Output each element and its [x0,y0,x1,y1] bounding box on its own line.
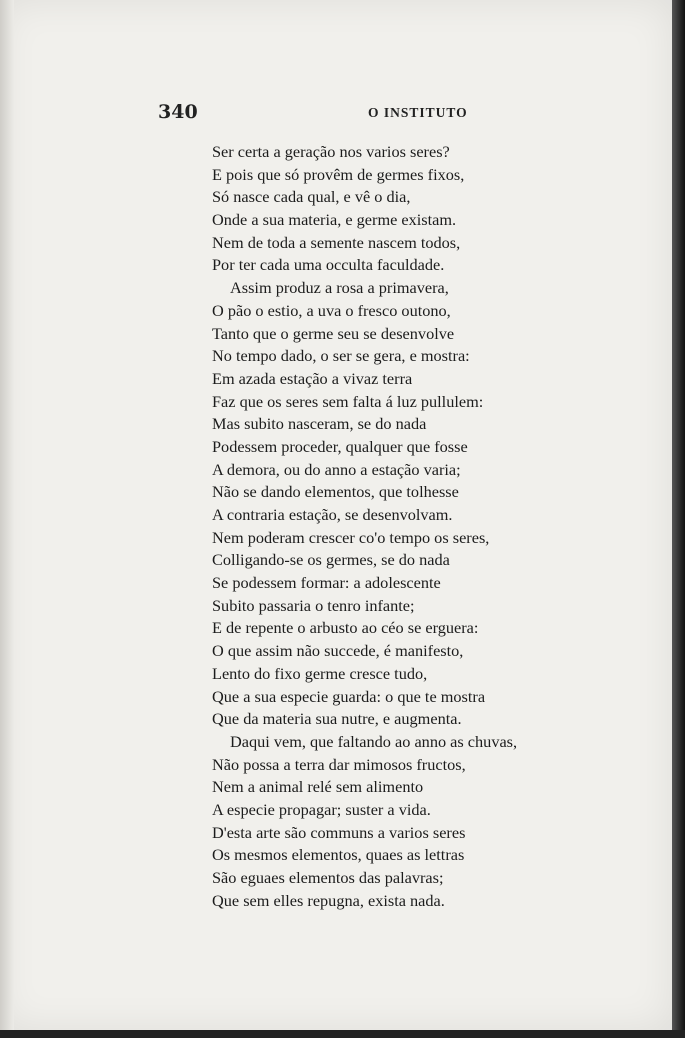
verse-line: Colligando-se os germes, se do nada [212,550,450,570]
verse-line: Nem a animal relé sem alimento [212,777,424,797]
verse-line: Os mesmos elementos, quaes as lettras [212,845,465,865]
verse-line: Faz que os seres sem falta á luz pullulem: [212,391,484,411]
verse-line: O pão o estio, a uva o fresco outono, [212,300,451,320]
verse-line: Daqui vem, que faltando ao anno as chuvas, [230,731,518,751]
verse-line: E de repente o arbusto ao céo se erguera: [212,618,479,638]
page-number: 340 [158,101,198,123]
verse-line: Assim produz a rosa a primavera, [230,278,449,298]
verse-line: Nem poderam crescer co'o tempo os seres, [212,527,490,547]
verse-line: Mas subito nasceram, se do nada [212,414,427,434]
verse-line: Não se dando elementos, que tolhesse [212,482,459,502]
verse-line: Subito passaria o tenro infante; [212,595,415,615]
poem-body [212,141,552,912]
verse-line: Por ter cada uma occulta faculdade. [212,255,445,275]
show-through-text [548,140,668,163]
verse-line: Nem de toda a semente nascem todos, [212,232,461,252]
page-edge-right [672,0,685,1038]
verse-line: A demora, ou do anno a estação varia; [212,459,461,479]
verse-line: A especie propagar; suster a vida. [212,799,431,819]
verse-line: Podessem proceder, qualquer que fosse [212,436,468,456]
verse-line: Tanto que o germe seu se desenvolve [212,323,455,343]
page-gutter [0,0,14,1030]
running-title: O INSTITUTO [368,105,468,120]
verse-line: Ser certa a geração nos varios seres? [212,142,450,161]
page-header [158,101,538,125]
verse-line: Onde a sua materia, e germe existam. [212,210,457,230]
verse-line: São eguaes elementos das palavras; [212,868,444,887]
verse-line: E pois que só provêm de germes fixos, [212,164,465,184]
page-edge-bottom [0,1030,685,1038]
verse-line: O que assim não succede, é manifesto, [212,641,464,661]
verse-line: Que sem elles repugna, exista nada. [212,890,445,910]
verse-line: Só nasce cada qual, e vê o dia, [212,187,411,207]
verse-line: Em azada estação a vivaz terra [212,368,413,388]
verse-line: Lento do fixo germe cresce tudo, [212,663,428,683]
verse-line: Que da materia sua nutre, e augmenta. [212,709,462,729]
verse-line: D'esta arte são communs a varios seres [212,822,466,842]
verse-line: No tempo dado, o ser se gera, e mostra: [212,346,470,366]
verse-line: Que a sua especie guarda: o que te mostra [212,686,486,706]
verse-line: A contraria estação, se desenvolvam. [212,505,453,524]
verse-line: Não possa a terra dar mimosos fructos, [212,754,466,774]
verse-line: Se podessem formar: a adolescente [212,573,441,593]
